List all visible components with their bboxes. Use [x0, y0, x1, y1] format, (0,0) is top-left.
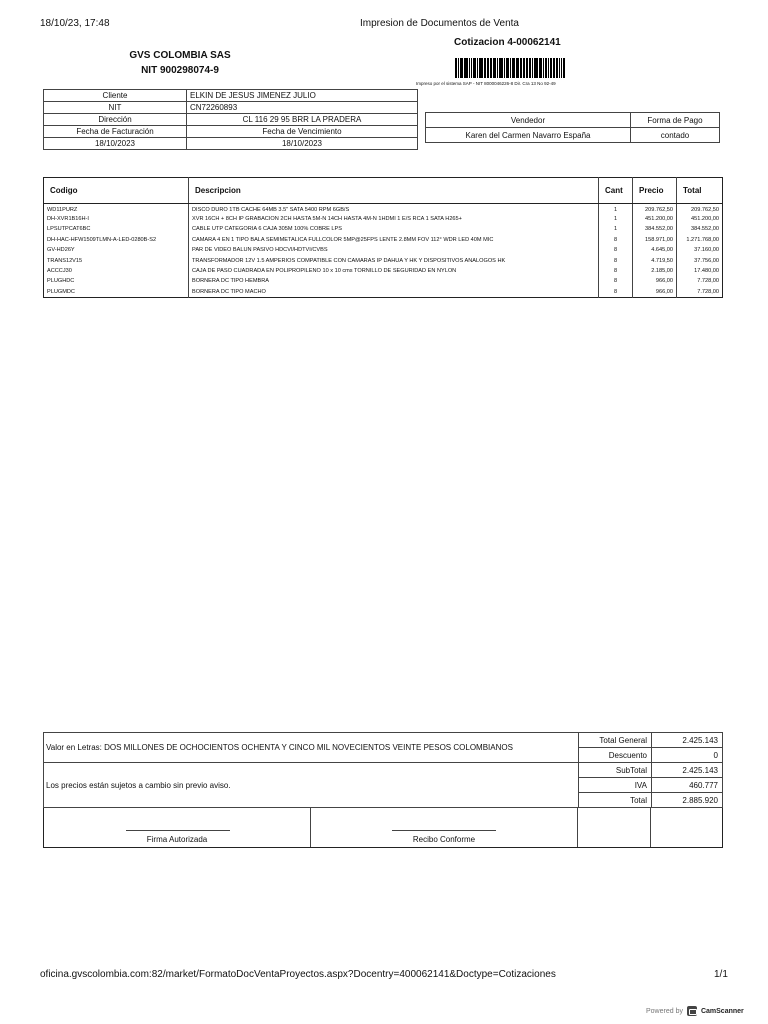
billing-date-label: Fecha de Facturación [44, 126, 187, 138]
item-row [44, 245, 723, 255]
iva-value: 460.777 [652, 778, 723, 793]
items-table [43, 177, 723, 298]
signature-line [392, 830, 496, 831]
barcode-bar [461, 58, 463, 78]
item-total: 37.756,00 [694, 257, 719, 264]
item-code: PLUGMDC [44, 287, 189, 297]
item-description: XVR 16CH + 8CH IP GRABACION 2CH HASTA 5M-N 14CH HASTA 4M-N 1HDMI 1 E/S RCA 1 SATA H265+ [189, 214, 599, 224]
item-total: 209.762,50 [691, 206, 719, 213]
item-row [44, 214, 723, 224]
subtotal-row [44, 763, 723, 778]
payment-label: Forma de Pago [631, 113, 720, 128]
items-header-row [44, 178, 723, 204]
item-total: 17.480,00 [694, 268, 719, 275]
totals-table [43, 732, 723, 808]
item-qty: 1 [599, 214, 633, 224]
client-value: ELKIN DE JESUS JIMENEZ JULIO [187, 90, 418, 102]
footer-url: oficina.gvscolombia.com:82/market/FormatoDocVentaProyectos.aspx?Docentry=400062141&Doctype=Cotizaciones [40, 969, 556, 980]
due-date-label: Fecha de Vencimiento [187, 126, 418, 138]
barcode-bar [499, 58, 502, 78]
col-price: Precio [633, 178, 677, 204]
total-label: Total [579, 793, 652, 808]
due-date-value: 18/10/2023 [187, 138, 418, 150]
barcode-bar [548, 58, 549, 78]
barcode-bar [541, 58, 542, 78]
amount-in-words: Valor en Letras: DOS MILLONES DE OCHOCIENTOS OCHENTA Y CINCO MIL NOVECIENTOS VEINTE PESOS COLOMBIANOS [44, 733, 579, 763]
item-price: 966,00 [633, 276, 677, 286]
seller-table [425, 112, 720, 143]
barcode-bar [561, 58, 562, 78]
item-description: CAMARA 4 EN 1 TIPO BALA SEMIMETALICA FULLCOLOR 5MP@25FPS LENTE 2.8MM FOV 112° WDR LED 40M MIC [189, 235, 599, 245]
item-total: 37.160,00 [694, 247, 719, 254]
item-price: 158.971,00 [633, 235, 677, 245]
barcode-bar [563, 58, 565, 78]
seller-name: Karen del Carmen Navarro España [426, 128, 631, 143]
authorized-signature [44, 808, 311, 847]
item-qty: 8 [599, 255, 633, 265]
item-code: DH-HAC-HFW1509TLMN-A-LED-0280B-S2 [44, 235, 189, 245]
subtotal-value: 2.425.143 [652, 763, 723, 778]
barcode-bar [482, 58, 483, 78]
nit-value: CN72260893 [187, 102, 418, 114]
billing-date-value: 18/10/2023 [44, 138, 187, 150]
item-code: WD11PURZ [44, 204, 189, 214]
discount-value: 0 [652, 748, 723, 763]
item-price: 2.185,00 [633, 266, 677, 276]
barcode-bar [469, 58, 470, 78]
dates-label-row [44, 126, 418, 138]
discount-label: Descuento [579, 748, 652, 763]
barcode-bar [495, 58, 496, 78]
col-code: Codigo [44, 178, 189, 204]
item-price: 4.719,50 [633, 255, 677, 265]
printed-by-note: Impreso por el sistema SAP - NIT 8000046226-8 Dir. Cra 13 No 92-49 [416, 81, 556, 86]
client-row [44, 90, 418, 102]
nit-label: NIT [44, 102, 187, 114]
item-total: 7.728,00 [697, 278, 719, 285]
company-nit: NIT 900298074-9 [141, 65, 219, 76]
price-notice: Los precios están sujetos a cambio sin previo aviso. [44, 763, 579, 808]
signature-line [126, 830, 230, 831]
item-description: CAJA DE PASO CUADRADA EN POLIPROPILENO 10 x 10 cms TORNILLO DE SEGURIDAD EN NYLON [189, 266, 599, 276]
signature-area [43, 808, 723, 848]
item-description: BORNERA DC TIPO HEMBRA [189, 276, 599, 286]
item-total: 7.728,00 [697, 288, 719, 295]
signature-blank-cell [578, 808, 651, 847]
item-code: GV-HD26Y [44, 245, 189, 255]
item-description: PAR DE VIDEO BALUN PASIVO HDCVI/HDTVI/CVBS [189, 245, 599, 255]
item-description: TRANSFORMADOR 12V 1.5 AMPERIOS COMPATIBLE CON CAMARAS IP DAHUA Y HK Y DISPOSITIVOS ANALOGOS HK [189, 255, 599, 265]
page-number: 1/1 [714, 969, 728, 980]
camscanner-icon [687, 1006, 697, 1016]
powered-by [646, 1006, 744, 1016]
camscanner-name: CamScanner [700, 1007, 744, 1015]
item-qty: 8 [599, 245, 633, 255]
barcode-bar [488, 58, 489, 78]
quote-number: Cotizacion 4-00062141 [454, 37, 561, 48]
item-qty: 8 [599, 276, 633, 286]
item-total: 451.200,00 [691, 216, 719, 223]
item-price: 4.645,00 [633, 245, 677, 255]
signature-blank-cell [651, 808, 722, 847]
item-description: CABLE UTP CATEGORIA 6 CAJA 305M 100% COBRE LPS [189, 224, 599, 234]
col-total: Total [677, 178, 723, 204]
item-price: 966,00 [633, 287, 677, 297]
dates-value-row [44, 138, 418, 150]
item-total: 1.271.768,00 [686, 236, 719, 243]
address-row [44, 114, 418, 126]
item-row [44, 276, 723, 286]
seller-label: Vendedor [426, 113, 631, 128]
subtotal-label: SubTotal [579, 763, 652, 778]
barcode-bar [527, 58, 528, 78]
barcode-bar [475, 58, 476, 78]
item-row [44, 266, 723, 276]
barcode-bar [556, 58, 559, 78]
total-general-label: Total General [579, 733, 652, 748]
company-block [115, 48, 245, 78]
item-row [44, 235, 723, 245]
item-row [44, 224, 723, 234]
authorized-signature-label: Firma Autorizada [146, 835, 208, 844]
item-qty: 1 [599, 224, 633, 234]
powered-by-label: Powered by [646, 1007, 683, 1015]
item-code: PLUGHDC [44, 276, 189, 286]
iva-label: IVA [579, 778, 652, 793]
item-price: 451.200,00 [633, 214, 677, 224]
item-description: DISCO DURO 1TB CACHE 64MB 3.5" SATA 5400 RPM 6GB/S [189, 204, 599, 214]
item-qty: 8 [599, 235, 633, 245]
nit-row [44, 102, 418, 114]
barcode-bar [508, 58, 509, 78]
item-row [44, 287, 723, 297]
address-value: CL 116 29 95 BRR LA PRADERA [187, 114, 418, 126]
total-general-value: 2.425.143 [652, 733, 723, 748]
barcode-bar [514, 58, 515, 78]
barcode-bar [479, 58, 482, 78]
item-row [44, 204, 723, 214]
item-price: 384.552,00 [633, 224, 677, 234]
seller-header-row [426, 113, 720, 128]
total-general-row [44, 733, 723, 748]
barcode-bar [534, 58, 535, 78]
item-code: TRANS12V15 [44, 255, 189, 265]
item-row [44, 255, 723, 265]
item-total: 384.552,00 [691, 226, 719, 233]
barcode-bar [455, 58, 457, 78]
item-qty: 1 [599, 204, 633, 214]
barcode-bar [464, 58, 467, 78]
seller-value-row [426, 128, 720, 143]
print-datetime: 18/10/23, 17:48 [40, 18, 110, 29]
barcode-bar [516, 58, 519, 78]
barcode-bar [521, 58, 522, 78]
company-name: GVS COLOMBIA SAS [129, 50, 231, 61]
received-signature [311, 808, 578, 847]
barcode [455, 58, 565, 78]
client-info-table [43, 89, 418, 150]
total-value: 2.885.920 [652, 793, 723, 808]
item-qty: 8 [599, 287, 633, 297]
item-code: LPSUTPCAT6BC [44, 224, 189, 234]
item-code: DH-XVR1B16H-I [44, 214, 189, 224]
received-signature-label: Recibo Conforme [412, 835, 476, 844]
item-description: BORNERA DC TIPO MACHO [189, 287, 599, 297]
item-code: ACCCJ30 [44, 266, 189, 276]
item-price: 209.762,50 [633, 204, 677, 214]
col-description: Descripcion [189, 178, 599, 204]
print-title: Impresion de Documentos de Venta [360, 18, 519, 29]
barcode-bar [535, 58, 538, 78]
address-label: Dirección [44, 114, 187, 126]
barcode-bar [553, 58, 555, 78]
payment-value: contado [631, 128, 720, 143]
col-qty: Cant [599, 178, 633, 204]
item-qty: 8 [599, 266, 633, 276]
barcode-bar [502, 58, 503, 78]
client-label: Cliente [44, 90, 187, 102]
